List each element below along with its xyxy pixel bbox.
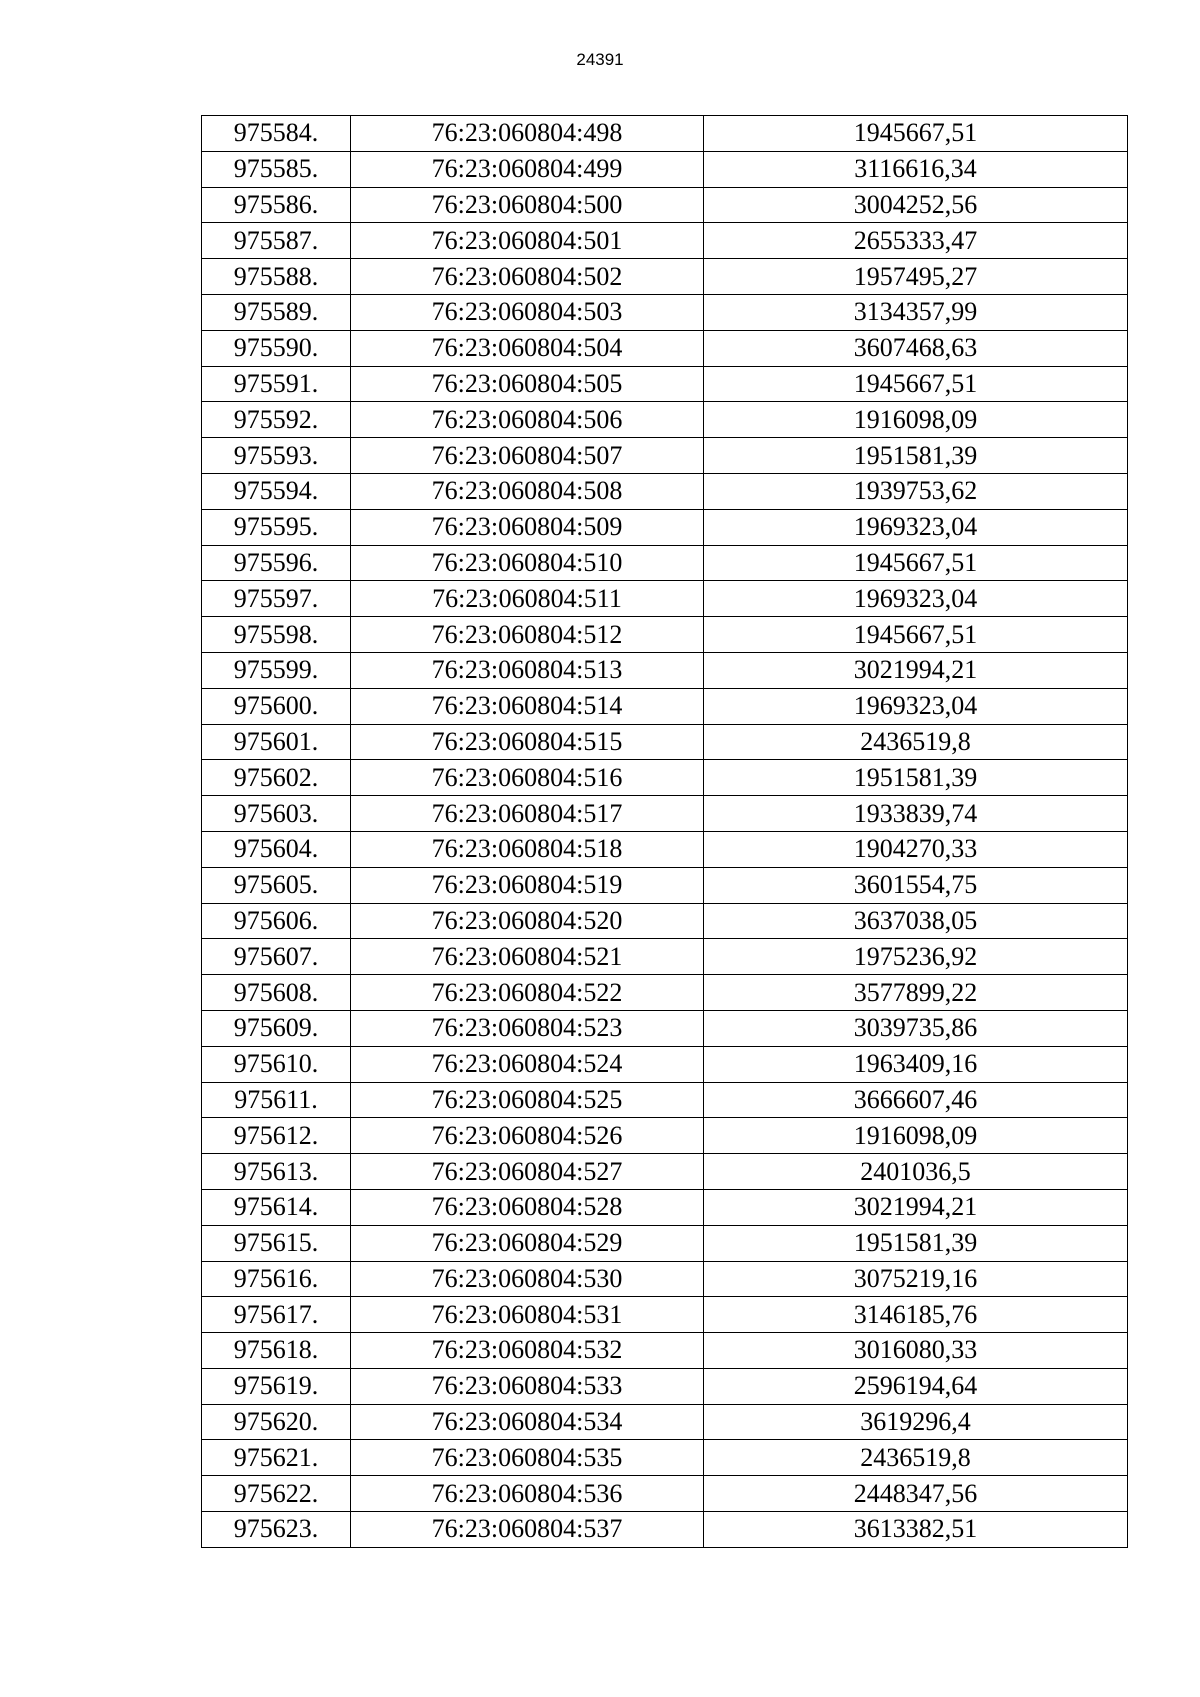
cadastral-value-table (201, 115, 1128, 1548)
row-number-cell: 975598. (202, 617, 351, 653)
cadastral-value-cell: 1975236,92 (704, 939, 1128, 975)
row-number-cell: 975620. (202, 1404, 351, 1440)
cadastral-value-cell: 3666607,46 (704, 1082, 1128, 1118)
cadastral-value-cell: 1951581,39 (704, 438, 1128, 474)
row-number-cell: 975593. (202, 438, 351, 474)
row-number-cell: 975607. (202, 939, 351, 975)
row-number-cell: 975602. (202, 760, 351, 796)
row-number-cell: 975589. (202, 294, 351, 330)
cadastral-value-cell: 3021994,21 (704, 1189, 1128, 1225)
cadastral-value-cell: 2401036,5 (704, 1154, 1128, 1190)
row-number-cell: 975608. (202, 975, 351, 1011)
cadastral-number-cell: 76:23:060804:534 (351, 1404, 704, 1440)
table-row (202, 1046, 1128, 1082)
row-number-cell: 975611. (202, 1082, 351, 1118)
row-number-cell: 975606. (202, 903, 351, 939)
cadastral-number-cell: 76:23:060804:502 (351, 259, 704, 295)
row-number-cell: 975584. (202, 116, 351, 152)
cadastral-value-cell: 3613382,51 (704, 1512, 1128, 1548)
cadastral-number-cell: 76:23:060804:498 (351, 116, 704, 152)
row-number-cell: 975592. (202, 402, 351, 438)
cadastral-value-cell: 1945667,51 (704, 617, 1128, 653)
cadastral-number-cell: 76:23:060804:518 (351, 831, 704, 867)
cadastral-number-cell: 76:23:060804:507 (351, 438, 704, 474)
cadastral-number-cell: 76:23:060804:517 (351, 796, 704, 832)
cadastral-number-cell: 76:23:060804:506 (351, 402, 704, 438)
row-number-cell: 975605. (202, 867, 351, 903)
table-row (202, 975, 1128, 1011)
table-row (202, 1118, 1128, 1154)
table-row (202, 1333, 1128, 1369)
row-number-cell: 975603. (202, 796, 351, 832)
cadastral-number-cell: 76:23:060804:533 (351, 1368, 704, 1404)
cadastral-number-cell: 76:23:060804:529 (351, 1225, 704, 1261)
cadastral-number-cell: 76:23:060804:516 (351, 760, 704, 796)
table-row (202, 1082, 1128, 1118)
cadastral-value-cell: 2596194,64 (704, 1368, 1128, 1404)
cadastral-number-cell: 76:23:060804:505 (351, 366, 704, 402)
cadastral-value-cell: 3004252,56 (704, 187, 1128, 223)
table-row (202, 1010, 1128, 1046)
row-number-cell: 975604. (202, 831, 351, 867)
cadastral-number-cell: 76:23:060804:537 (351, 1512, 704, 1548)
row-number-cell: 975601. (202, 724, 351, 760)
cadastral-value-cell: 1945667,51 (704, 366, 1128, 402)
cadastral-value-cell: 3619296,4 (704, 1404, 1128, 1440)
cadastral-number-cell: 76:23:060804:523 (351, 1010, 704, 1046)
table-row (202, 1225, 1128, 1261)
cadastral-value-cell: 2436519,8 (704, 1440, 1128, 1476)
row-number-cell: 975622. (202, 1476, 351, 1512)
table-row (202, 366, 1128, 402)
cadastral-number-cell: 76:23:060804:510 (351, 545, 704, 581)
cadastral-value-cell: 1963409,16 (704, 1046, 1128, 1082)
row-number-cell: 975599. (202, 652, 351, 688)
cadastral-number-cell: 76:23:060804:513 (351, 652, 704, 688)
row-number-cell: 975618. (202, 1333, 351, 1369)
cadastral-number-cell: 76:23:060804:519 (351, 867, 704, 903)
cadastral-value-cell: 1969323,04 (704, 509, 1128, 545)
row-number-cell: 975610. (202, 1046, 351, 1082)
row-number-cell: 975612. (202, 1118, 351, 1154)
table-row (202, 1297, 1128, 1333)
cadastral-number-cell: 76:23:060804:530 (351, 1261, 704, 1297)
cadastral-number-cell: 76:23:060804:512 (351, 617, 704, 653)
table-row (202, 151, 1128, 187)
table-row (202, 545, 1128, 581)
cadastral-value-cell: 1969323,04 (704, 581, 1128, 617)
cadastral-number-cell: 76:23:060804:509 (351, 509, 704, 545)
cadastral-number-cell: 76:23:060804:522 (351, 975, 704, 1011)
table-row (202, 617, 1128, 653)
cadastral-number-cell: 76:23:060804:520 (351, 903, 704, 939)
cadastral-value-cell: 3601554,75 (704, 867, 1128, 903)
cadastral-value-cell: 3016080,33 (704, 1333, 1128, 1369)
row-number-cell: 975585. (202, 151, 351, 187)
cadastral-value-cell: 1945667,51 (704, 545, 1128, 581)
cadastral-number-cell: 76:23:060804:525 (351, 1082, 704, 1118)
cadastral-value-cell: 3637038,05 (704, 903, 1128, 939)
table-row (202, 796, 1128, 832)
table-row (202, 1440, 1128, 1476)
table-row (202, 1189, 1128, 1225)
cadastral-value-cell: 1916098,09 (704, 402, 1128, 438)
table-row (202, 509, 1128, 545)
row-number-cell: 975588. (202, 259, 351, 295)
row-number-cell: 975615. (202, 1225, 351, 1261)
cadastral-value-cell: 1951581,39 (704, 1225, 1128, 1261)
cadastral-value-cell: 2655333,47 (704, 223, 1128, 259)
cadastral-value-cell: 3075219,16 (704, 1261, 1128, 1297)
row-number-cell: 975621. (202, 1440, 351, 1476)
cadastral-number-cell: 76:23:060804:515 (351, 724, 704, 760)
table-body (202, 116, 1128, 1548)
cadastral-number-cell: 76:23:060804:531 (351, 1297, 704, 1333)
cadastral-value-cell: 3116616,34 (704, 151, 1128, 187)
row-number-cell: 975623. (202, 1512, 351, 1548)
cadastral-number-cell: 76:23:060804:514 (351, 688, 704, 724)
row-number-cell: 975595. (202, 509, 351, 545)
table-row (202, 1404, 1128, 1440)
table-row (202, 1368, 1128, 1404)
table-row (202, 116, 1128, 152)
table-row (202, 402, 1128, 438)
cadastral-number-cell: 76:23:060804:503 (351, 294, 704, 330)
cadastral-number-cell: 76:23:060804:532 (351, 1333, 704, 1369)
row-number-cell: 975590. (202, 330, 351, 366)
row-number-cell: 975619. (202, 1368, 351, 1404)
cadastral-number-cell: 76:23:060804:500 (351, 187, 704, 223)
cadastral-number-cell: 76:23:060804:528 (351, 1189, 704, 1225)
table-row (202, 581, 1128, 617)
row-number-cell: 975617. (202, 1297, 351, 1333)
row-number-cell: 975597. (202, 581, 351, 617)
cadastral-number-cell: 76:23:060804:511 (351, 581, 704, 617)
table-row (202, 1261, 1128, 1297)
table-row (202, 1476, 1128, 1512)
cadastral-number-cell: 76:23:060804:504 (351, 330, 704, 366)
table-row (202, 760, 1128, 796)
cadastral-value-cell: 1945667,51 (704, 116, 1128, 152)
row-number-cell: 975586. (202, 187, 351, 223)
row-number-cell: 975600. (202, 688, 351, 724)
row-number-cell: 975591. (202, 366, 351, 402)
cadastral-value-cell: 3607468,63 (704, 330, 1128, 366)
table-row (202, 259, 1128, 295)
cadastral-number-cell: 76:23:060804:508 (351, 473, 704, 509)
cadastral-value-cell: 1904270,33 (704, 831, 1128, 867)
cadastral-number-cell: 76:23:060804:501 (351, 223, 704, 259)
cadastral-number-cell: 76:23:060804:521 (351, 939, 704, 975)
table-row (202, 1154, 1128, 1190)
row-number-cell: 975613. (202, 1154, 351, 1190)
cadastral-value-cell: 1933839,74 (704, 796, 1128, 832)
cadastral-value-cell: 3021994,21 (704, 652, 1128, 688)
cadastral-number-cell: 76:23:060804:524 (351, 1046, 704, 1082)
cadastral-value-cell: 3146185,76 (704, 1297, 1128, 1333)
cadastral-value-cell: 3577899,22 (704, 975, 1128, 1011)
cadastral-value-cell: 1939753,62 (704, 473, 1128, 509)
cadastral-value-cell: 1951581,39 (704, 760, 1128, 796)
table-row (202, 688, 1128, 724)
table-row (202, 1512, 1128, 1548)
cadastral-number-cell: 76:23:060804:499 (351, 151, 704, 187)
table-row (202, 187, 1128, 223)
table-row (202, 903, 1128, 939)
table-row (202, 223, 1128, 259)
cadastral-value-cell: 1957495,27 (704, 259, 1128, 295)
cadastral-value-cell: 2436519,8 (704, 724, 1128, 760)
table-row (202, 652, 1128, 688)
table-row (202, 867, 1128, 903)
table-row (202, 939, 1128, 975)
page-number: 24391 (576, 50, 624, 69)
cadastral-value-cell: 3039735,86 (704, 1010, 1128, 1046)
table-row (202, 473, 1128, 509)
table-row (202, 438, 1128, 474)
cadastral-number-cell: 76:23:060804:536 (351, 1476, 704, 1512)
cadastral-value-cell: 1916098,09 (704, 1118, 1128, 1154)
table-row (202, 330, 1128, 366)
cadastral-value-cell: 1969323,04 (704, 688, 1128, 724)
cadastral-value-cell: 3134357,99 (704, 294, 1128, 330)
row-number-cell: 975596. (202, 545, 351, 581)
row-number-cell: 975594. (202, 473, 351, 509)
table-row (202, 724, 1128, 760)
cadastral-value-cell: 2448347,56 (704, 1476, 1128, 1512)
row-number-cell: 975609. (202, 1010, 351, 1046)
table-row (202, 831, 1128, 867)
cadastral-number-cell: 76:23:060804:527 (351, 1154, 704, 1190)
row-number-cell: 975616. (202, 1261, 351, 1297)
cadastral-number-cell: 76:23:060804:526 (351, 1118, 704, 1154)
table-row (202, 294, 1128, 330)
cadastral-number-cell: 76:23:060804:535 (351, 1440, 704, 1476)
row-number-cell: 975614. (202, 1189, 351, 1225)
row-number-cell: 975587. (202, 223, 351, 259)
